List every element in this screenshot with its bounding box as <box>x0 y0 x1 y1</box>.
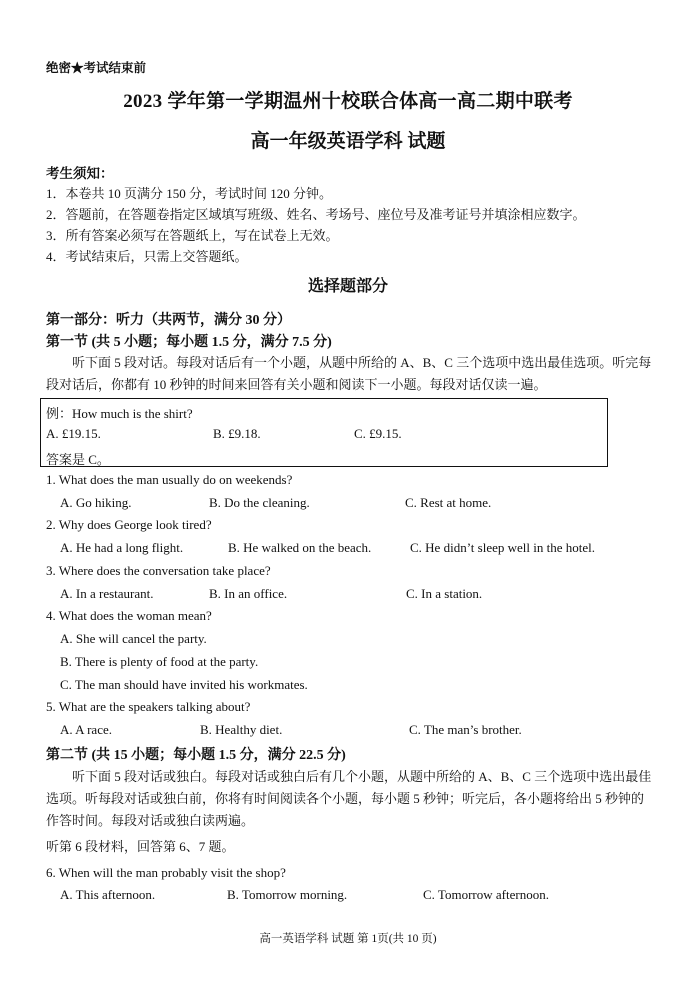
section2-instruction: 听下面 5 段对话或独白。每段对话或独白后有几个小题，从题中所给的 A、B、C 三个选项中选出最佳选项。听每段对话或独白前，你将有时间阅读各个小题，每小题 5 秒钟；听完后，各小题将给出 5 秒钟的作答时间。每段对话或独白读两遍。 <box>46 769 652 828</box>
option: B. There is plenty of food at the party. <box>60 654 259 669</box>
question: 2. Why does George look tired? <box>46 517 212 532</box>
option: B. Healthy diet. <box>200 722 283 737</box>
notice-heading: 考生须知： <box>46 166 114 181</box>
option: B. Tomorrow morning. <box>227 887 348 902</box>
page-footer: 高一英语学科 试题 第 1页(共 10 页) <box>259 933 437 945</box>
option: A. She will cancel the party. <box>60 631 207 646</box>
question: 3. Where does the conversation take place? <box>46 563 271 578</box>
option: A. He had a long flight. <box>60 540 184 555</box>
notice-item: 2．答题前，在答题卷指定区域填写班级、姓名、考场号、座位号及准考证号并填涂相应数字。 <box>46 207 586 222</box>
section2-title: 第二节 (共 15 小题；每小题 1.5 分，满分 22.5 分) <box>46 748 346 763</box>
option: B. Do the cleaning. <box>209 495 310 510</box>
notice-item: 1．本卷共 10 页满分 150 分，考试时间 120 分钟。 <box>46 186 333 201</box>
option: A. This afternoon. <box>60 887 156 902</box>
option: A. A race. <box>60 722 112 737</box>
option: B. In an office. <box>209 586 288 601</box>
question: 5. What are the speakers talking about? <box>46 699 251 714</box>
confidential-label: 绝密★考试结束前 <box>46 61 147 75</box>
option: C. The man should have invited his workmates. <box>60 677 308 692</box>
section-heading: 选择题部分 <box>307 278 388 295</box>
listening-note: 听第 6 段材料，回答第 6、7 题。 <box>46 839 235 854</box>
section1-instruction: 听下面 5 段对话。每段对话后有一个小题，从题中所给的 A、B、C 三个选项中选出最佳选项。听完每段对话后，你都有 10 秒钟的时间来回答有关小题和阅读下一小题。每段对话仅读一遍。 <box>46 355 652 392</box>
question: 4. What does the woman mean? <box>46 608 212 623</box>
option: C. In a station. <box>406 586 483 601</box>
example-option: C. £9.15. <box>354 426 402 441</box>
option: A. In a restaurant. <box>60 586 154 601</box>
notice-item: 3．所有答案必须写在答题纸上，写在试卷上无效。 <box>46 228 339 243</box>
option: C. Rest at home. <box>405 495 492 510</box>
exam-title: 2023 学年第一学期温州十校联合体高一高二期中联考 <box>123 91 573 112</box>
option: A. Go hiking. <box>60 495 132 510</box>
exam-subtitle: 高一年级英语学科 试题 <box>250 131 446 152</box>
option: C. Tomorrow afternoon. <box>423 887 549 902</box>
example-question: 例：How much is the shirt? <box>46 406 193 421</box>
notice-item: 4．考试结束后，只需上交答题纸。 <box>46 249 248 264</box>
option: B. He walked on the beach. <box>228 540 372 555</box>
question: 6. When will the man probably visit the shop? <box>46 865 286 880</box>
part1-title: 第一部分：听力（共两节，满分 30 分） <box>46 313 291 328</box>
section1-title: 第一节 (共 5 小题；每小题 1.5 分，满分 7.5 分) <box>46 335 332 350</box>
example-option: A. £19.15. <box>46 426 101 441</box>
example-answer: 答案是 C。 <box>46 452 110 467</box>
question: 1. What does the man usually do on weekends? <box>46 472 293 487</box>
option: C. The man’s brother. <box>409 722 522 737</box>
option: C. He didn’t sleep well in the hotel. <box>410 540 595 555</box>
example-option: B. £9.18. <box>213 426 261 441</box>
